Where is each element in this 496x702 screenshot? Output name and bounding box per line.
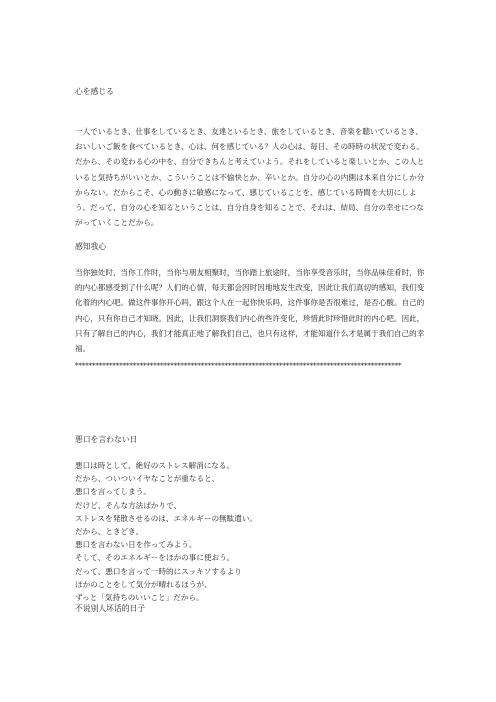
poem-line: そして、そのエネルギーをほかの事に使おう。 <box>75 553 235 563</box>
section-heading-zh: 感知我心 <box>75 242 107 251</box>
poem-line: ずっと「気持ちのいいこと」だから。 <box>75 592 204 602</box>
poem-line: 悪口は時として、絶好のストレス解消になる。 <box>75 461 235 470</box>
poem-line: だから、ときどき、 <box>75 526 144 536</box>
poem-line: だけど、そんな方法ばかりで、 <box>75 500 182 510</box>
paragraph-zh: 当你独处时，当你工作时，当你与朋友相聚时，当你踏上旅途时，当你享受音乐时，当你品味佳肴时，你的内心都感受到了什么呢？人们的心情，每天都会因时因地地发生改变，因此让我们真切的感知，我们变化着的内心吧。做这件事你开心吗，跟这个人在一起你快乐吗，这件事你是否很难过，是否心酸。自己的内心，只有你自己才知晓。因此，让我们洞察我们内心的些许变化，珍惜此时珍惜此时的内心吧。因此，只有了解自己的内心，我们才能真正地了解我们自己，也只有这样，才能知道什么才是属于我们自己的幸福。 <box>75 268 425 354</box>
separator-stars: ************************************************************************************************ <box>75 362 402 370</box>
poem-line: ストレスを発散させるのは、エネルギーの無駄遣い。 <box>75 513 258 523</box>
poem-line: 悪口を言わない日を作ってみよう。 <box>75 540 197 550</box>
closing-heading: 不说别人坏话的日子 <box>75 604 146 613</box>
poem-body <box>75 459 425 604</box>
poem-line: だから、ついついイヤなことが重なると、 <box>75 474 220 484</box>
paragraph-jp: 一人でいるとき、仕事をしているとき、友達といるとき、旅をしているとき、音楽を聴いているとき、おいしいご飯を食べているとき、心は、何を感じている？人の心は、毎日、その時時の状況で変わる。だから、その変わる心の中を、自分できちんと考えていよう。それをしていると楽しいとか、この人といると気持ちがいいとか、こういうことは不愉快とか、辛いとか。自分の心の内側は本来自分にしか分からない。だからこそ、心の動きに敏感になって、感じていることを、感じている時間を大切にしよう。だって、自分の心を知るということは、自分自身を知ることで、それは、結局、自分の幸せにつながっていくことだから。 <box>75 127 425 228</box>
poem-line: だって、悪口を言って一時的にスッキソするより <box>75 566 242 576</box>
poem-line: 悪口を言ってしまう。 <box>75 487 151 497</box>
section-heading-jp: 心を感じる <box>75 87 114 96</box>
poem-line: ほかのことをして気分が晴れるほうが、 <box>75 579 212 589</box>
poem-heading: 悪口を言わない日 <box>75 435 138 444</box>
